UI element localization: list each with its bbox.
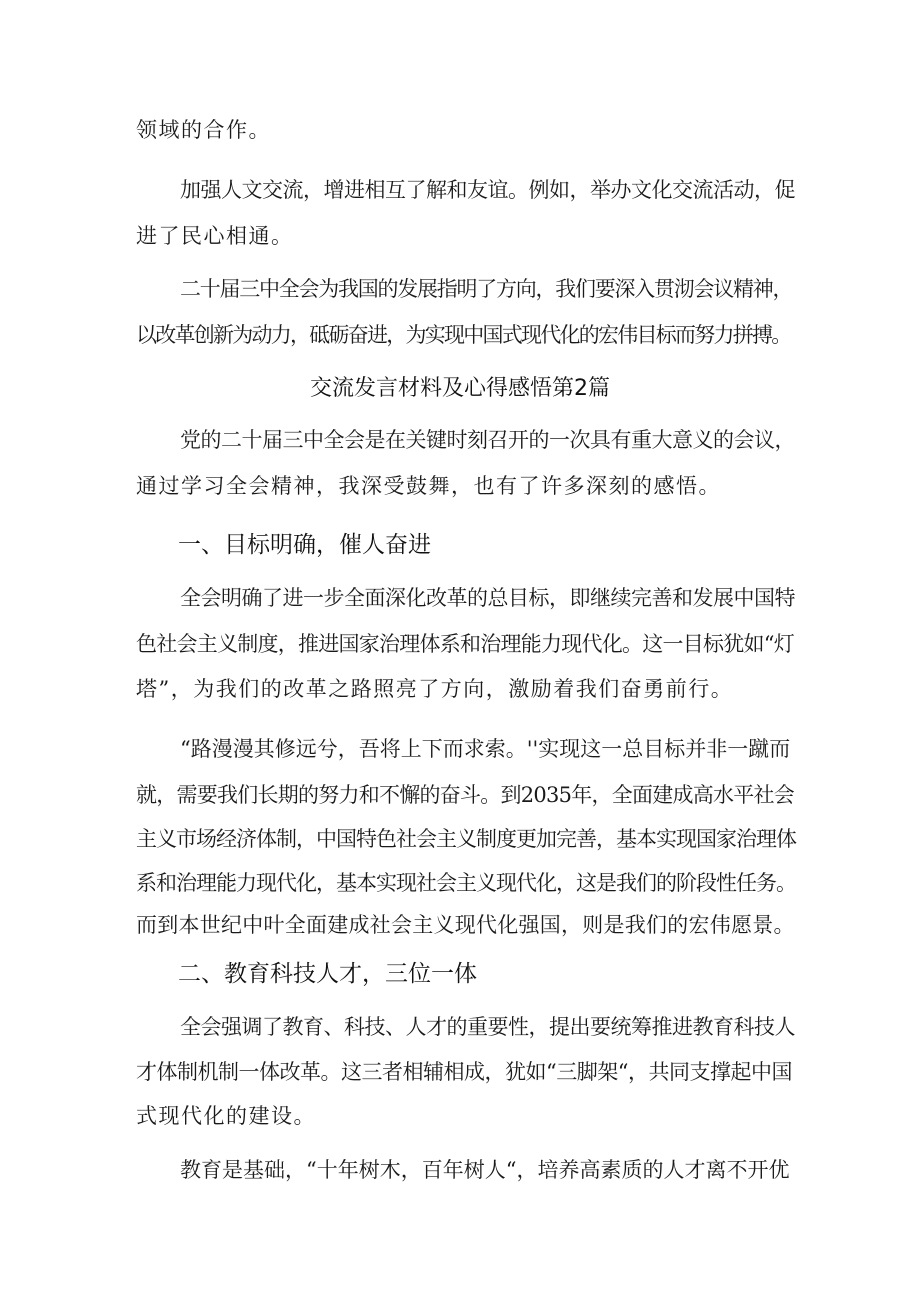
heading-one: 一、目标明确，催人奋进: [178, 532, 431, 558]
paragraph-opening-line-1: 党的二十届三中全会是在关键时刻召开的一次具有重大意义的会议，: [180, 428, 795, 452]
paragraph-triad-line-1: 全会强调了教育、科技、人才的重要性，提出要统筹推进教育科技人: [180, 1015, 795, 1039]
heading-two: 二、教育科技人才，三位一体: [178, 961, 477, 987]
paragraph-goal-line-2: 色社会主义制度，推进国家治理体系和治理能力现代化。这一目标犹如“灯: [136, 632, 794, 656]
paragraph-intro-tail-line-1: 领域的合作。: [136, 118, 271, 142]
paragraph-road-line-3: 主义市场经济体制，中国特色社会主义制度更加完善，基本实现国家治理体: [136, 827, 796, 851]
paragraph-conclusion-line-1: 二十届三中全会为我国的发展指明了方向，我们要深入贯沏会议精神，: [180, 277, 793, 301]
section-title: 交流发言材料及心得感悟第2篇: [310, 376, 610, 401]
paragraph-conclusion-line-2: 以改革创新为动力，砥砺奋进，为实现中国式现代化的宏伟目标而努力拼搏。: [136, 323, 791, 347]
paragraph-road-line-4: 系和治理能力现代化，基本实现社会主义现代化，这是我们的阶段性任务。: [136, 871, 796, 895]
paragraph-road-line-2: 就，需要我们长期的努力和不懈的奋斗。到2035年，全面建成高水平社会: [136, 783, 794, 807]
paragraph-goal-line-1: 全会明确了进一步全面深化改革的总目标，即继续完善和发展中国特: [180, 586, 795, 610]
paragraph-culture-line-1: 加强人文交流，增进相互了解和友谊。例如，举办文化交流活动，促: [180, 178, 795, 202]
paragraph-culture-line-2: 进了民心相通。: [136, 224, 294, 248]
paragraph-triad-line-3: 式现代化的建设。: [136, 1104, 316, 1128]
paragraph-triad-line-2: 才体制机制一体改革。这三者相辅相成，犹如“三脚架“，共同支撑起中国: [136, 1060, 792, 1084]
paragraph-opening-line-2: 通过学习全会精神，我深受鼓舞，也有了许多深刻的感悟。: [136, 474, 721, 498]
paragraph-road-line-1: “路漫漫其修远兮，吾将上下而求索。''实现这一总目标并非一蹴而: [180, 737, 791, 761]
paragraph-road-line-5: 而到本世纪中叶全面建成社会主义现代化强国，则是我们的宏伟愿景。: [136, 913, 795, 937]
paragraph-goal-line-3: 塔”，为我们的改革之路照亮了方向，激励着我们奋勇前行。: [136, 677, 734, 701]
paragraph-education-line-1: 教育是基础，“十年树木，百年树人“，培养高素质的人才离不开优: [180, 1158, 790, 1182]
